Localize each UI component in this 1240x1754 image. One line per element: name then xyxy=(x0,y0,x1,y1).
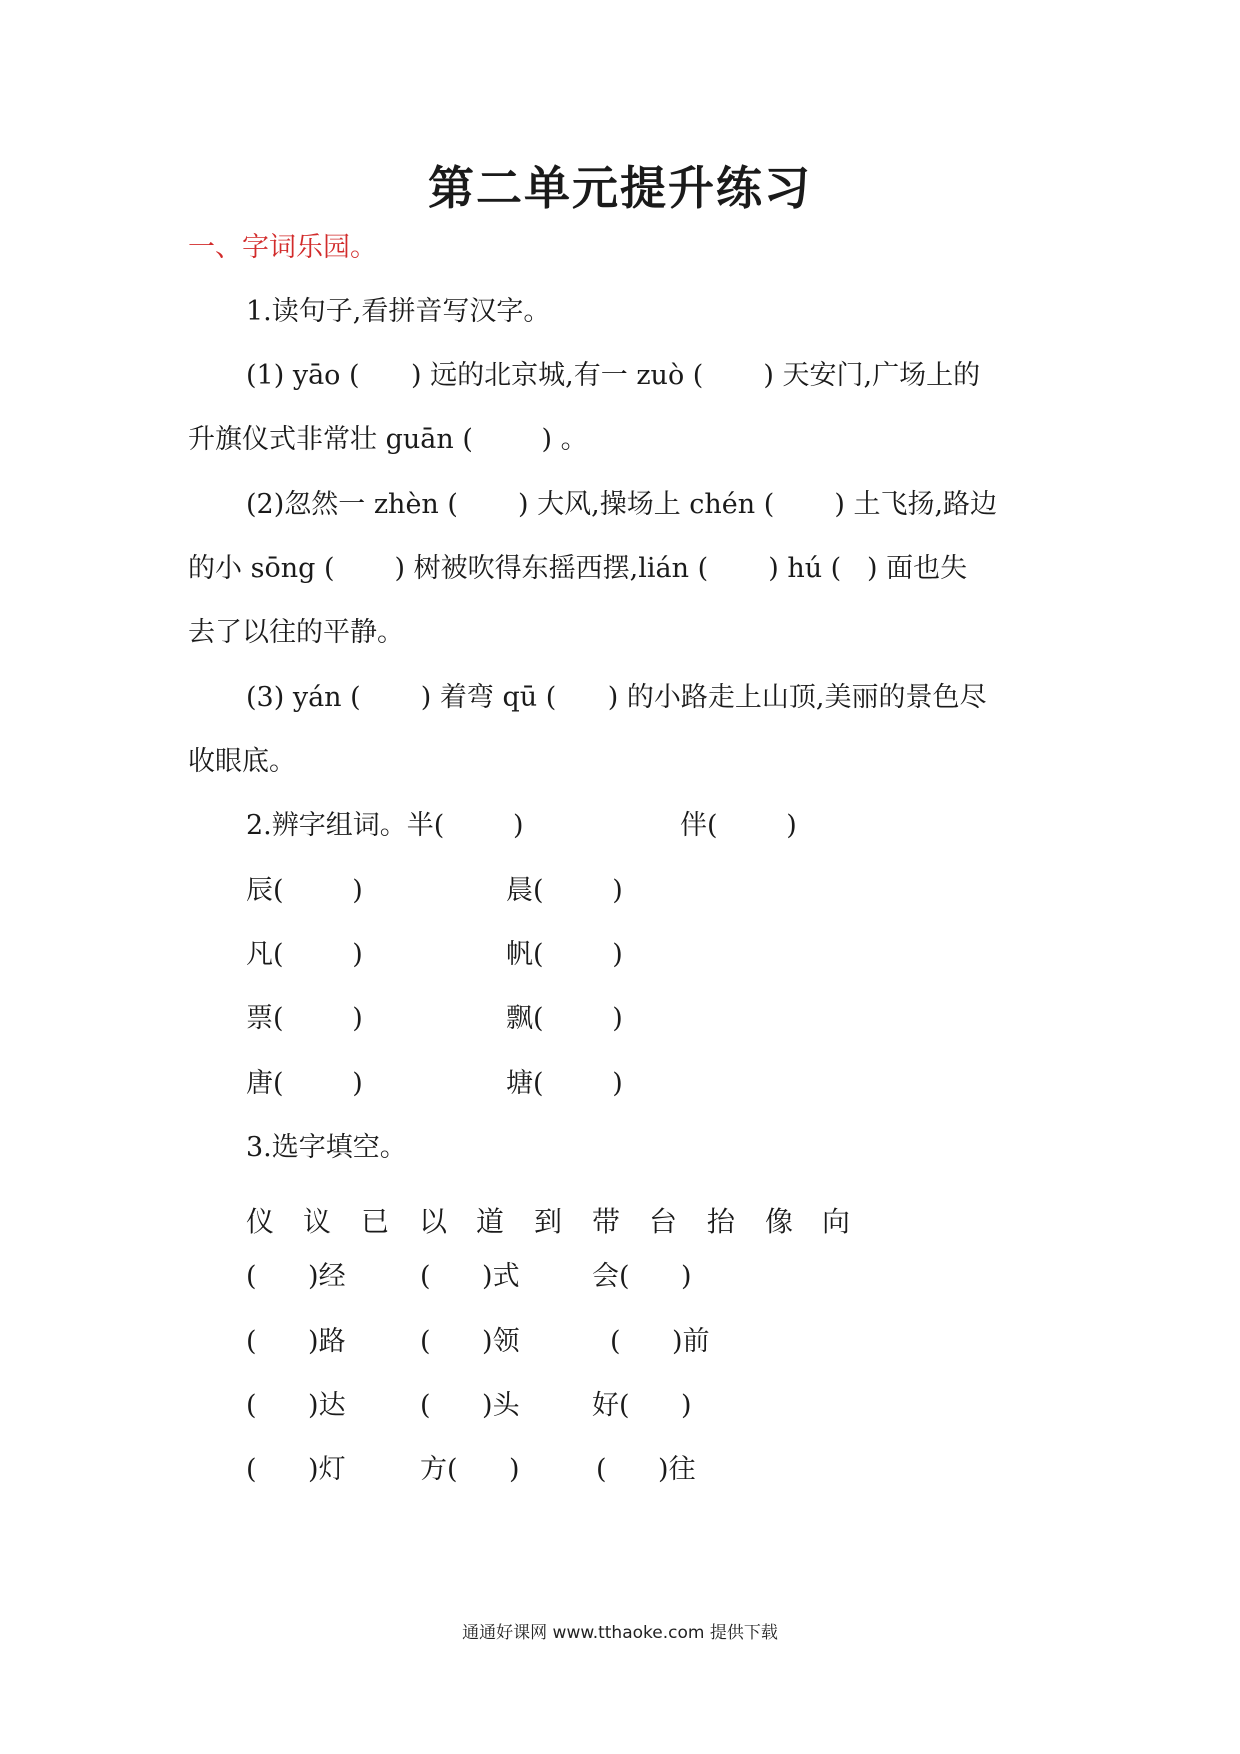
word-pair-right: 帆( ) xyxy=(506,939,623,970)
word-pair-left: 凡( ) xyxy=(246,939,363,970)
section-heading: 一、字词乐园。 xyxy=(188,232,377,263)
sentence-2-line-3: 去了以往的平静。 xyxy=(188,617,404,648)
question-3-heading: 3.选字填空。 xyxy=(246,1132,407,1163)
choice-char: 已 xyxy=(361,1205,390,1238)
page-title: 第二单元提升练习 xyxy=(428,161,812,215)
fill-blank: ( )前 xyxy=(610,1326,710,1357)
choice-char: 仪 xyxy=(246,1205,275,1238)
fill-blank: ( )式 xyxy=(420,1261,520,1292)
fill-blank: ( )领 xyxy=(420,1326,520,1357)
footer-text: 通通好课网 www.tthaoke.com 提供下载 xyxy=(462,1623,778,1643)
fill-blank: ( )往 xyxy=(596,1454,696,1485)
fill-blank: ( )头 xyxy=(420,1390,520,1421)
choice-char: 向 xyxy=(822,1205,851,1238)
word-pair-right: 飘( ) xyxy=(506,1003,623,1034)
word-pair-right: 伴( ) xyxy=(680,810,797,841)
sentence-3-line-1: (3) yán ( ) 着弯 qū ( ) 的小路走上山顶,美丽的景色尽 xyxy=(246,682,987,713)
sentence-2-line-2: 的小 sōng ( ) 树被吹得东摇西摆,lián ( ) hú ( ) 面也失 xyxy=(188,553,968,584)
choice-char: 以 xyxy=(419,1205,448,1238)
choice-char: 道 xyxy=(476,1205,505,1238)
word-pair-left: 票( ) xyxy=(246,1003,363,1034)
word-pair-left: 辰( ) xyxy=(246,875,363,906)
fill-blank: ( )达 xyxy=(246,1390,346,1421)
sentence-1-line-1: (1) yāo ( ) 远的北京城,有一 zuò ( ) 天安门,广场上的 xyxy=(246,360,981,391)
fill-blank: 好( ) xyxy=(592,1390,692,1421)
choice-char: 到 xyxy=(534,1205,563,1238)
question-2-heading: 2.辨字组词。半( ) xyxy=(246,810,524,841)
fill-blank: 方( ) xyxy=(420,1454,520,1485)
choice-char: 抬 xyxy=(707,1205,736,1238)
word-pair-left: 唐( ) xyxy=(246,1068,363,1099)
choice-char: 带 xyxy=(592,1205,621,1238)
choice-char: 议 xyxy=(303,1205,332,1238)
fill-blank: 会( ) xyxy=(592,1261,692,1292)
question-1-heading: 1.读句子,看拼音写汉字。 xyxy=(246,296,551,327)
word-pair-right: 晨( ) xyxy=(506,875,623,906)
choice-char: 台 xyxy=(649,1205,678,1238)
fill-blank: ( )灯 xyxy=(246,1454,346,1485)
fill-blank: ( )经 xyxy=(246,1261,346,1292)
sentence-2-line-1: (2)忽然一 zhèn ( ) 大风,操场上 chén ( ) 土飞扬,路边 xyxy=(246,489,998,520)
fill-blank: ( )路 xyxy=(246,1326,346,1357)
word-pair-right: 塘( ) xyxy=(506,1068,623,1099)
sentence-3-line-2: 收眼底。 xyxy=(188,746,296,777)
choice-char: 像 xyxy=(765,1205,794,1238)
sentence-1-line-2: 升旗仪式非常壮 guān ( ) 。 xyxy=(188,424,588,455)
